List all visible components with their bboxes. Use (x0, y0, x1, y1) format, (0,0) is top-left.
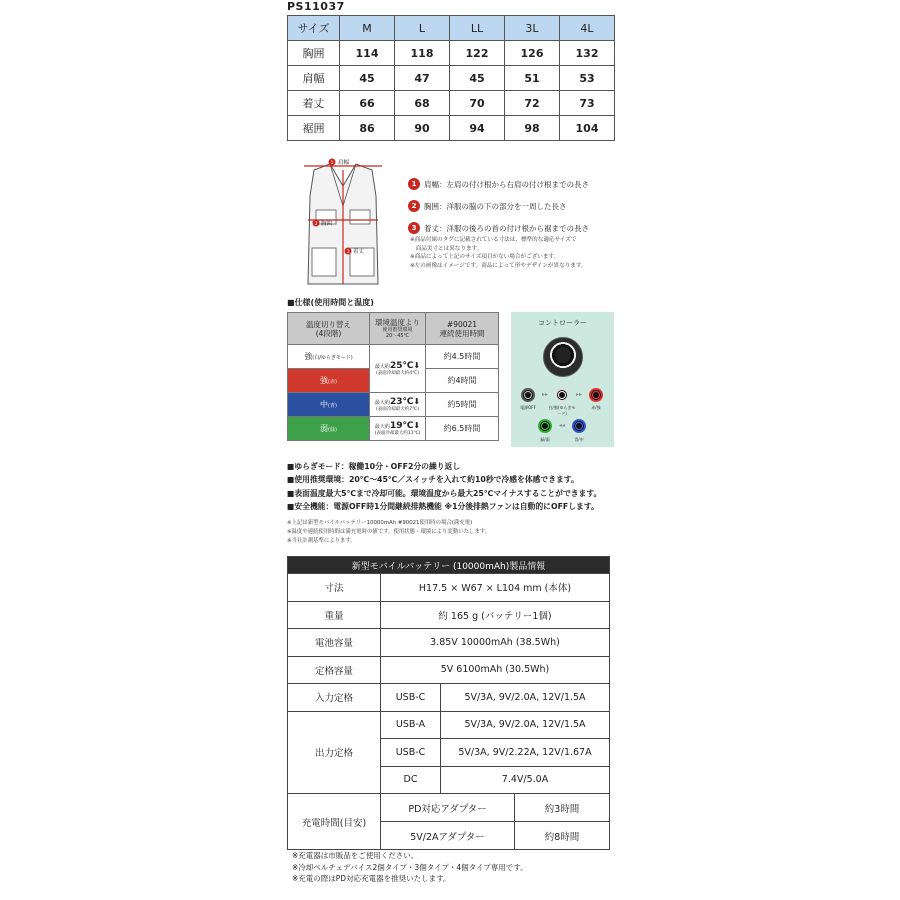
arrow-icon: ▸▸ (542, 391, 549, 398)
callout-text: 肩幅：左肩の付け根から右肩の付け根までの長さ (424, 179, 589, 189)
header-cell: LL (450, 16, 505, 41)
table-row (288, 41, 615, 66)
header-cell: M (340, 16, 395, 41)
controller-knob-icon (543, 337, 583, 377)
note-line: ※充電器は市販品をご使用ください。 (292, 851, 419, 860)
row-label: 電池容量 (288, 629, 381, 657)
table-cell: 51 (505, 66, 560, 91)
mode-table (287, 312, 499, 441)
callout-chest (408, 195, 608, 217)
row-label: 充電時間(目安) (288, 794, 381, 850)
table-cell: 3.85V 10000mAh (38.5Wh) (381, 629, 610, 657)
note-line: ※上記は新型モバイルバッテリー10000mAh #90021使用時の場合(満充電) (287, 520, 473, 526)
battery-notes (292, 850, 528, 885)
label-length: 着丈 (353, 249, 365, 255)
table-cell: 53 (560, 66, 615, 91)
note-line: ※当社計測基準によります。 (287, 538, 356, 544)
table-cell: 45 (340, 66, 395, 91)
note-line: 商品実寸とは異なります。 (410, 245, 483, 252)
table-row (288, 601, 610, 629)
table-cell: H17.5 × W67 × L104 mm (本体) (381, 574, 610, 602)
header-cell: 4L (560, 16, 615, 41)
table-cell: 5V/3A, 9V/2.22A, 12V/1.67A (441, 739, 610, 767)
table-cell: 86 (340, 116, 395, 141)
battery-title: 新型モバイルバッテリー (10000mAh)製品情報 (288, 557, 610, 574)
temp-cell: 最大約23℃⬇ (表面冷却最大約7℃) (370, 393, 426, 417)
time-cell: 約6.5時間 (426, 417, 499, 441)
note-line: ■表面温度最大5℃まで冷却可能。環境温度から最大25℃マイナスすることができます。 (287, 488, 602, 498)
button-label: 青/中 (574, 437, 584, 442)
table-cell: USB-C (381, 739, 441, 767)
battery-table (287, 556, 610, 850)
mode-row-green (288, 417, 499, 441)
note-line: ※温度や連続使用時間は満充電時の値です。使用状態・環境により変動いたします。 (287, 529, 491, 535)
table-cell: 104 (560, 116, 615, 141)
table-cell: 約 165 g (バッテリー1個) (381, 601, 610, 629)
red-strong-button-icon (589, 388, 603, 402)
vest-diagram (292, 156, 394, 296)
mode-cell: 中(青) (288, 393, 370, 417)
table-cell: 90 (395, 116, 450, 141)
callout-number: 3 (408, 222, 420, 234)
header-cell: 3L (505, 16, 560, 41)
adapter-cell: 5V/2Aアダプター (381, 822, 515, 849)
row-label: 胸囲 (288, 41, 340, 66)
table-row (288, 66, 615, 91)
note-line: ■使用推奨環境：20℃〜45℃／スイッチを入れて約10秒で冷感を体感できます。 (287, 475, 579, 485)
note-line: ※冷却ペルチェデバイス2個タイプ・3個タイプ・4個タイプ専用です。 (292, 862, 528, 872)
table-cell: USB-C (381, 684, 441, 712)
table-cell: 7.4V/5.0A (441, 766, 610, 794)
adapter-cell: PD対応アダプター (381, 794, 515, 821)
table-cell: 73 (560, 91, 615, 116)
note-line: ■ゆらぎモード：稼働10分・OFF2分の繰り返し (287, 462, 461, 471)
table-cell: USB-A (381, 711, 441, 739)
callout-text: 胸囲：洋服の脇の下の部分を一周した長さ (424, 201, 567, 211)
label-shoulder: 肩幅 (338, 160, 350, 166)
button-label: 電源OFF (520, 405, 536, 410)
controller-title: コントローラー (538, 319, 587, 327)
feature-notes (287, 460, 627, 514)
table-cell: 122 (450, 41, 505, 66)
table-cell: 5V/3A, 9V/2.0A, 12V/1.5A (441, 684, 610, 712)
table-row (288, 574, 610, 602)
header-time: #90021 連続使用時間 (426, 313, 499, 345)
row-label: 定格容量 (288, 656, 381, 684)
measurement-notes (287, 519, 627, 546)
button-label: 緑/弱 (540, 437, 550, 442)
arrow-icon: ▸▸ (576, 391, 583, 398)
time-cell: 約4時間 (426, 369, 499, 393)
callout-number: 2 (408, 200, 420, 212)
marker-2-number: 2 (314, 222, 318, 227)
note-line: ※商品付属のタグに記載されている寸法は、標準的な適応サイズで (410, 237, 577, 243)
table-cell: DC (381, 766, 441, 794)
measurement-callouts (408, 173, 608, 239)
note-line: ※商品によって上記のサイズ項目がない場合がございます。 (410, 254, 560, 260)
callout-number: 1 (408, 178, 420, 190)
row-label: 重量 (288, 601, 381, 629)
table-cell: 47 (395, 66, 450, 91)
table-cell: 94 (450, 116, 505, 141)
mode-row-blue (288, 393, 499, 417)
callout-shoulder (408, 173, 608, 195)
note-line: ■安全機能：電源OFF時1分間継続排熱機能 ※1分後排熱ファンは自動的にOFFします。 (287, 502, 599, 512)
table-cell: 66 (340, 91, 395, 116)
table-row (288, 629, 610, 657)
power-off-button-icon (521, 388, 535, 402)
blue-mid-button-icon (572, 419, 586, 433)
time-cell: 約4.5時間 (426, 345, 499, 369)
charge-time-cell: 約3時間 (544, 803, 580, 815)
table-row (288, 711, 610, 739)
arrow-icon: ◂◂ (559, 422, 566, 429)
table-cell: 45 (450, 66, 505, 91)
button-label: 赤/強 (591, 405, 601, 410)
mode-cell: 弱(緑) (288, 417, 370, 441)
table-row (288, 116, 615, 141)
green-weak-button-icon (538, 419, 552, 433)
table-cell: 5V 6100mAh (30.5Wh) (381, 656, 610, 684)
spec-section-title: ■仕様(使用時間と温度) (287, 298, 374, 307)
table-row (288, 91, 615, 116)
marker-3-number: 3 (346, 250, 350, 255)
note-line: ※左の画像はイメージです。商品によって形やデザインが異なります。 (410, 262, 587, 269)
label-chest: 胸囲 (321, 221, 333, 227)
note-line: ※充電の際はPD対応充電器を推奨いたします。 (292, 874, 451, 883)
size-table-header (288, 16, 615, 41)
table-cell: 114 (340, 41, 395, 66)
table-cell: 70 (450, 91, 505, 116)
table-cell: 5V/3A, 9V/2.0A, 12V/1.5A (441, 711, 610, 739)
table-cell: 126 (505, 41, 560, 66)
mode-cell: 強(白/ゆらぎモード) (288, 345, 370, 369)
row-label: 出力定格 (288, 711, 381, 794)
button-label: 白/強(ゆらぎモード) (548, 405, 576, 416)
table-cell: 132 (560, 41, 615, 66)
table-cell: 118 (395, 41, 450, 66)
table-row (288, 794, 610, 822)
header-cell: L (395, 16, 450, 41)
row-label: 肩幅 (288, 66, 340, 91)
model-number: PS11037 (287, 0, 345, 13)
controller-panel (511, 312, 614, 447)
mode-table-header (288, 313, 499, 345)
time-cell: 約5時間 (426, 393, 499, 417)
table-row (288, 684, 610, 712)
header-env: 環境温度より 使用推奨環境 20〜45℃ (370, 313, 426, 345)
header-mode: 温度切り替え (4段階) (288, 313, 370, 345)
table-row (288, 656, 610, 684)
charge-time-cell: 約8時間 (544, 831, 580, 843)
temp-cell: 最大約19℃⬇ (表面冷却最大約11℃) (370, 417, 426, 441)
pocket (312, 248, 336, 276)
callout-text: 着丈：洋服の後ろの首の付け根から裾までの長さ (424, 223, 589, 233)
pocket (350, 210, 370, 224)
white-strong-button-icon (555, 388, 569, 402)
header-cell: サイズ (288, 16, 340, 41)
row-label: 入力定格 (288, 684, 381, 712)
size-table (287, 15, 615, 141)
mode-row-white (288, 345, 499, 369)
battery-table-header (288, 557, 610, 574)
table-cell: 72 (505, 91, 560, 116)
marker-1-number: 1 (330, 161, 334, 166)
size-notes (410, 236, 615, 270)
mode-cell: 強(赤) (288, 369, 370, 393)
row-label: 寸法 (288, 574, 381, 602)
table-cell: 98 (505, 116, 560, 141)
temp-cell: 最大約25℃⬇ (表面冷却最大約4℃) (370, 345, 426, 393)
row-label: 着丈 (288, 91, 340, 116)
table-cell: 68 (395, 91, 450, 116)
row-label: 裾囲 (288, 116, 340, 141)
